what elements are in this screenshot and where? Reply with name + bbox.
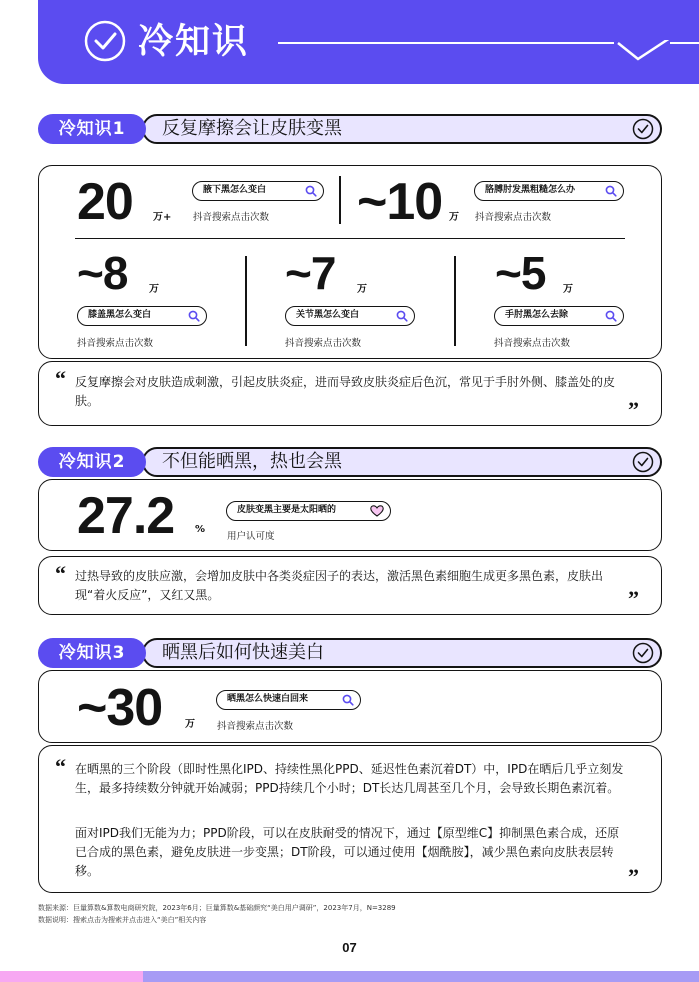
section-tag: 冷知识2 xyxy=(38,447,146,477)
bottom-bar-pink xyxy=(0,971,143,982)
search-term: 膝盖黑怎么变白 xyxy=(88,310,152,320)
section-title: 不但能晒黑，热也会黑 xyxy=(162,451,342,472)
stat-value: 27.2 xyxy=(77,487,175,545)
section-tag: 冷知识3 xyxy=(38,638,146,668)
stat-caption: 抖音搜索点击次数 xyxy=(494,338,571,349)
quote-box-2 xyxy=(38,556,662,615)
search-pill xyxy=(77,306,207,326)
page-number: 07 xyxy=(342,940,357,955)
quote-box-1 xyxy=(38,361,662,426)
open-quote-icon: “ xyxy=(55,366,66,391)
quote-text: 反复摩擦会对皮肤造成刺激，引起皮肤炎症，进而导致皮肤炎症后色沉，常见于手肘外侧、膝盖处的皮肤。 xyxy=(75,375,616,408)
search-icon xyxy=(605,185,617,197)
search-icon xyxy=(188,310,200,322)
stat-caption: 抖音搜索点击次数 xyxy=(285,338,362,349)
stat-value: ~5 xyxy=(495,247,546,299)
check-circle-icon xyxy=(632,118,654,140)
quote-paragraph-2: 面对IPD我们无能为力；PPD阶段，可以在皮肤耐受的情况下，通过【原型维C】抑制黑色素合成，还原已合成的黑色素，避免皮肤进一步变黑；DT阶段，可以通过使用【烟酰胺】，减少黑色素向皮肤表层转移。 xyxy=(75,826,620,878)
section-1-header xyxy=(38,114,662,148)
section-3-header xyxy=(38,638,662,672)
check-circle-icon xyxy=(84,20,126,62)
stat-value: ~8 xyxy=(77,247,128,299)
stat-unit: 万 xyxy=(357,284,367,295)
stat-unit: 万+ xyxy=(153,212,172,223)
quote-paragraph-1: 在晒黑的三个阶段（即时性黑化IPD、持续性黑化PPD、延迟性色素沉着DT）中，IPD在晒后几乎立刻发生，最多持续数分钟就开始减弱；PPD持续几个小时；DT长达几周甚至几个月，会导致长期色素沉着。 xyxy=(75,762,624,795)
search-pill xyxy=(494,306,624,326)
open-quote-icon: “ xyxy=(55,561,66,586)
search-icon xyxy=(305,185,317,197)
data-source-note: 数据来源：巨量算数&算数电商研究院，2023年6月；巨量算数&基础颜究“美白用户调研”，2023年7月，N=3289 xyxy=(38,904,396,912)
stat-unit: 万 xyxy=(185,719,195,730)
divider xyxy=(454,256,456,346)
search-term: 手肘黑怎么去除 xyxy=(505,310,569,320)
search-term: 皮肤变黑主要是太阳晒的 xyxy=(237,505,337,515)
check-circle-icon xyxy=(632,451,654,473)
search-term: 腋下黑怎么变白 xyxy=(203,185,267,195)
divider xyxy=(339,176,341,224)
bottom-bar-purple xyxy=(143,971,699,982)
stat-unit: 万 xyxy=(563,284,573,295)
close-quote-icon: ” xyxy=(628,864,639,889)
close-quote-icon: ” xyxy=(628,397,639,422)
stats-panel-1 xyxy=(38,165,662,359)
stat-unit: 万 xyxy=(149,284,159,295)
stat-caption: 用户认可度 xyxy=(227,531,275,542)
quote-box-3 xyxy=(38,745,662,893)
stat-value: ~10 xyxy=(357,173,443,231)
stat-value: ~7 xyxy=(285,247,336,299)
heart-icon xyxy=(370,505,384,517)
section-2-header xyxy=(38,447,662,481)
divider xyxy=(245,256,247,346)
stat-caption: 抖音搜索点击次数 xyxy=(217,721,294,732)
search-pill xyxy=(226,501,391,521)
section-tag: 冷知识1 xyxy=(38,114,146,144)
stats-panel-2 xyxy=(38,479,662,551)
page-title: 冷知识 xyxy=(138,22,250,62)
stat-value: ~30 xyxy=(77,679,163,737)
stat-caption: 抖音搜索点击次数 xyxy=(77,338,154,349)
quote-text: 过热导致的皮肤应激，会增加皮肤中各类炎症因子的表达，激活黑色素细胞生成更多黑色素，皮肤出现“着火反应”，又红又黑。 xyxy=(75,569,604,602)
search-pill xyxy=(285,306,415,326)
search-icon xyxy=(605,310,617,322)
search-term: 胳膊肘发黑粗糙怎么办 xyxy=(485,185,576,195)
divider xyxy=(75,238,625,239)
search-pill xyxy=(192,181,324,201)
stat-caption: 抖音搜索点击次数 xyxy=(475,212,552,223)
stat-caption: 抖音搜索点击次数 xyxy=(193,212,270,223)
search-pill xyxy=(216,690,361,710)
data-explanation-note: 数据说明：搜索点击为搜索并点击进入“美白”相关内容 xyxy=(38,916,207,924)
section-title: 反复摩擦会让皮肤变黑 xyxy=(162,118,342,139)
search-term: 晒黑怎么快速白回来 xyxy=(227,694,309,704)
search-icon xyxy=(396,310,408,322)
search-icon xyxy=(342,694,354,706)
stat-value: 20 xyxy=(77,173,133,231)
header-line-check-decoration xyxy=(278,40,699,62)
open-quote-icon: “ xyxy=(55,754,66,779)
section-title: 晒黑后如何快速美白 xyxy=(162,642,324,663)
stats-panel-3 xyxy=(38,670,662,743)
stat-unit: % xyxy=(195,524,206,535)
close-quote-icon: ” xyxy=(628,586,639,611)
search-pill xyxy=(474,181,624,201)
check-circle-icon xyxy=(632,642,654,664)
search-term: 关节黑怎么变白 xyxy=(296,310,360,320)
stat-unit: 万 xyxy=(449,212,459,223)
